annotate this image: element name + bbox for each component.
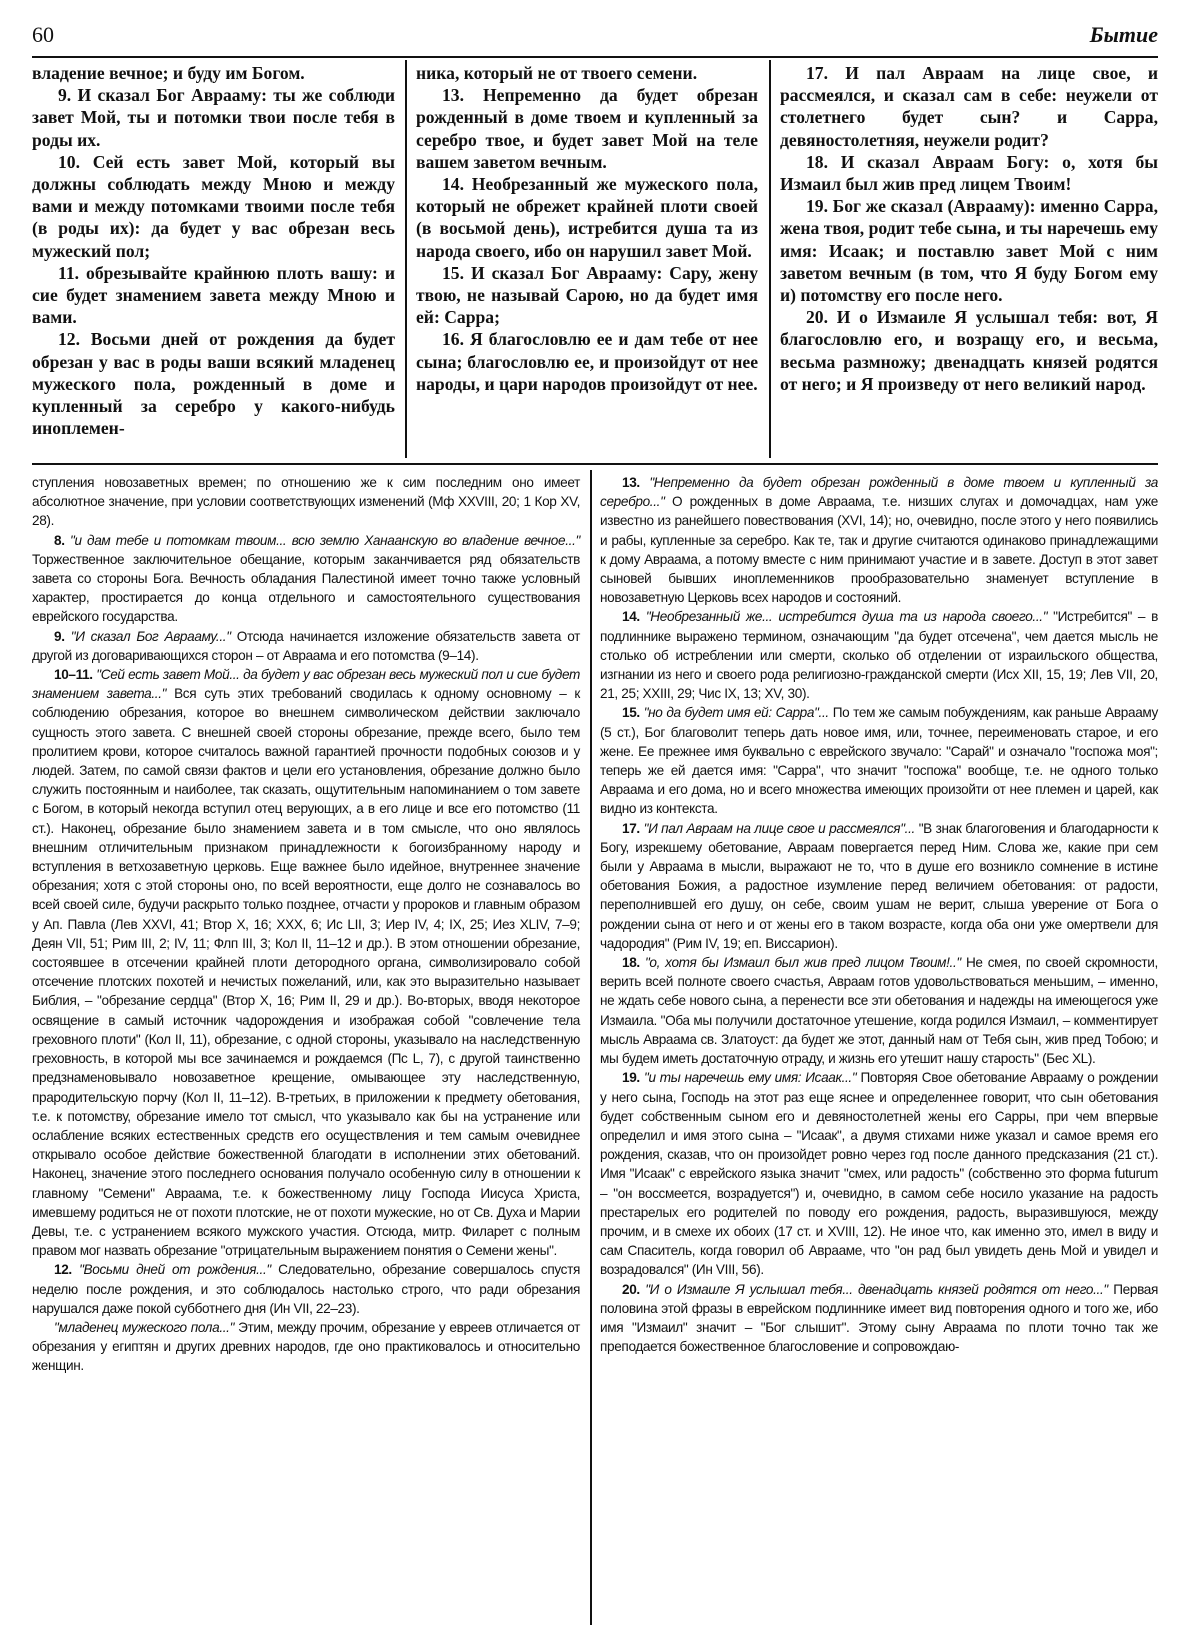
verse-8-end: владение вечное; и буду им Богом.: [32, 63, 305, 83]
commentary-column-right: [600, 473, 1158, 1356]
verse-ref: 8.: [54, 532, 65, 548]
commentary-text: По тем же самым побуждениям, как раньше Аврааму (5 ст.), Бог благоволит теперь дать новое имя, или, точнее, переименовать старое, и его жене. Ее прежнее имя буквально с еврейского звучало: "Сарай" и означало "госпожа моя"; теперь же ей дается имя: "Сарра", что значит "госпожа" вообще, т.е. не одного только Авраама и его дома, но и всего множества имеющих произойти от нее племен и царей, как видно из контекста.: [600, 705, 1158, 817]
commentary-paragraph: [32, 627, 580, 665]
verse-17: 17. И пал Авраам на лице свое, и рассмеялся, и сказал сам в себе: неужели от столетнего будет сын? и Сарра, девяностолетняя, неужели родит?: [780, 63, 1158, 150]
header-rule: [32, 56, 1158, 58]
commentary-text: О рожденных в доме Авраама, т.е. низших слугах и домочадцах, нам уже известно из ранейшего повествования (XVI, 14); но, очевидно, после этого у него появились и рабы, купленные за серебро. Как те, так и другие считаются одинаково принадлежащими к дому Авраама, а потому вместе с ним принимают участие и в завете. Доступ в этот завет сыновей бывших иноплеменников прообразовательно знаменует вступление в новозаветную Церковь всех народов и состояний.: [600, 494, 1158, 606]
verse-11: 11. обрезывайте крайнюю плоть вашу: и сие будет знамением завета между Мною и вами.: [32, 262, 395, 328]
verse-12: 12. Восьми дней от рождения да будет обрезан у вас в роды ваши всякий младенец мужеского пола, рожденный в доме и купленный за серебро у какого-нибудь иноплемен-: [32, 329, 395, 439]
verse-quote: "но да будет имя ей: Сарра"...: [643, 705, 829, 721]
verse-12-end: ника, который не от твоего семени.: [416, 63, 698, 83]
running-title: Бытие: [1089, 22, 1158, 47]
verse-ref: 13.: [622, 475, 640, 490]
column-divider: [769, 60, 771, 458]
page-header: [32, 18, 1158, 52]
verse-quote: "И о Измаиле Я услышал тебя... двенадцать князей родятся от него...": [645, 1281, 1108, 1297]
commentary-paragraph: [600, 819, 1158, 953]
bible-text-column-2: [416, 62, 758, 395]
verse-quote: "И пал Авраам на лице свое и рассмеялся"...: [643, 820, 915, 836]
bible-text-column-1: [32, 62, 395, 439]
commentary-text: Торжественное заключительное обещание, которым заканчивается ряд обязательств завета со стороны Бога. Вечность обладания Палестиной имеет точно также условный характер, простирается до конца отдельного и самостоятельного существования еврейского государства.: [32, 551, 580, 625]
commentary-text: Вся суть этих требований сводилась к одному основному – к соблюдению обрезания, которое во внешнем символическом действии заключало сущность этого завета. С внешней своей стороны обрезание, прежде всего, было тем пролитием крови, которое считалось важной гарантией прочности подобных союзов и у людей. Затем, по самой связи фактов и цели его установления, обрезание должно было служить постоянным и наиболее, так сказать, ощутительным напоминанием о том завете с Богом, в который некогда вступил отец верующих, а в его лице и все его потомство (11 ст.). Наконец, обрезание было знамением завета и в том смысле, что оно являлось внешним отличительным признаком принадлежности к богоизбранному народу и вступления в ветхозаветную церковь. Еще важнее было идейное, внутреннее значение обрезания; хотя с этой стороны оно, по всей вероятности, еще долго не сознавалось во всей своей силе, будучи раскрыто только позднее, отчасти у пророков и главным образом у Ап. Павла (Лев XXVI, 41; Втор X, 16; XXX, 6; Ис LII, 3; Иер IV, 4; IX, 25; Иез XLIV, 7–9; Деян VII, 51; Рим III, 2; IV, 11; Флп III, 3; Кол II, 11–12 и др.). В этом отношении обрезание, состоявшее в отсечении крайней плоти детородного органа, символизировало собой отсечение плотских похотей и нечистых пожеланий, или, как это выразительно называет Библия, – "обрезание сердца" (Втор X, 16; Рим II, 29 и др.). Во-вторых, вводя некоторое освящение в самый источник чадорождения и изображая собой "совлечение тела греховного плоти" (Кол II, 11), обрезание, с одной стороны, указывало на наследственную греховность, в которой мы все зачинаемся и рождаемся (Пс L, 7), с другой таинственно предзнаменовывало новозаветное крещение, омывающее эту наследственную, прародительскую порчу (Кол II, 11–12). В-третьих, в приложении к предмету обетования, т.е. к потомству, обрезание имело тот смысл, что указывало как бы на устранение или ослабление всяких естественных средств его осуществления и тем самым очевиднее открывало особое действие божественной благодати в исполнении этих обетований. Наконец, значение этого последнего основания получало особенную силу в отношении к главному "Семени" Авраама, т.е. к божественному лицу Господа Иисуса Христа, имевшему родиться не от похоти плотские, не от похоти мужеские, но от Св. Духа и Марии Девы, т.е. с устранением всякого мужского участия. Отсюда, митр. Филарет с полным правом мог назвать обрезание "отрицательным выражением понятия о Семени жены".: [32, 686, 581, 1259]
commentary-paragraph: [600, 607, 1158, 703]
verse-quote: "Сей есть завет Мой... да будет у вас обрезан весь мужеский пол и сие будет знамением завета...": [32, 667, 580, 702]
verse-quote: "младенец мужеского пола...": [54, 1319, 235, 1335]
commentary-rule: [32, 463, 1158, 465]
commentary-text: Не смея, по своей скромности, верить всей полноте своего счастья, Авраам готов удовольствоваться меньшим, – именно, не ждать себе нового сына, а перенести все эти обетования и надежды на имеющегося уже Измаила. "Оба мы получили достаточное утешение, когда родился Измаил, – комментирует мысль Авраама св. Златоуст: да будет же этот, данный нам от Тебя сын, жив пред Тобою; и мы будем иметь достаточную отраду, и жизнь его утешит нашу старость" (Бес XL).: [600, 955, 1158, 1067]
bible-text-column-3: [780, 62, 1158, 395]
verse-quote: "и ты наречешь ему имя: Исаак...": [643, 1070, 857, 1086]
commentary-paragraph: [32, 1318, 580, 1376]
commentary-paragraph: [600, 1068, 1158, 1279]
verse-9: 9. И сказал Бог Аврааму: ты же соблюди завет Мой, ты и потомки твои после тебя в роды их.: [32, 85, 395, 150]
verse-ref: 14.: [622, 609, 640, 625]
commentary-paragraph: [600, 703, 1158, 818]
column-divider: [405, 60, 407, 458]
verse-ref: 18.: [622, 955, 640, 971]
verse-quote: "Необрезанный же... истребится душа та из народа своего...": [645, 609, 1048, 625]
verse-15: 15. И сказал Бог Аврааму: Сару, жену твою, не называй Сарою, но да будет имя ей: Сарра;: [416, 262, 758, 328]
verse-ref: 19.: [622, 1070, 640, 1086]
verse-19: 19. Бог же сказал (Аврааму): именно Сарра, жена твоя, родит тебе сына, и ты наречешь ему имя: Исаак; и поставлю завет Мой с ним заветом вечным (в том, что Я буду Богом ему и) потомству его после него.: [780, 196, 1158, 306]
verse-14: 14. Необрезанный же мужеского пола, который не обрежет крайней плоти своей (в восьмой день), истребится душа та из народа своего, ибо он нарушил завет Мой.: [416, 174, 758, 261]
commentary-paragraph: [600, 1280, 1158, 1357]
verse-quote: "И сказал Бог Аврааму...": [70, 628, 231, 644]
commentary-text: Первая половина этой фразы в еврейском подлиннике имеет вид повторения одного и того же, ибо имя "Измаил" значит – "Бог слышит". Этому сыну Авраама по плоти точно так же преподается божественное благословение и сопровождаю-: [600, 1281, 1159, 1355]
commentary-text: Следовательно, обрезание совершалось спустя неделю после рождения, и это соблюдалось настолько строго, что ради обрезания нарушался даже покой субботнего дня (Ин VII, 22–23).: [32, 1262, 581, 1316]
column-divider: [590, 470, 592, 1625]
commentary-text: "Истребится" – в подлиннике выражено термином, означающим "да будет отсечена", чем дается мысль не столько об истреблении или смерти, сколько об отделении от израильского общества, изгнании из него и своего рода религиозно-гражданской смерти (Исх XII, 15, 19; Лев VII, 20, 21, 25; XXIII, 29; Чис IX, 13; XV, 30).: [600, 609, 1158, 702]
verse-13: 13. Непременно да будет обрезан рожденный в доме твоем и купленный за серебро твое, и будет завет Мой на теле вашем заветом вечным.: [416, 85, 758, 172]
commentary-text: Этим, между прочим, обрезание у евреев отличается от обрезания у египтян и других древних народов, где оно практиковалось и относительно женщин.: [32, 1319, 580, 1374]
commentary-text: Повторяя Свое обетование Аврааму о рождении у него сына, Господь на этот раз еще яснее и определеннее говорит, что сын обетования будет собственным сыном его и девяностолетней жены его Сарры, при чем впервые определил и имя этого сына – "Исаак", а двумя стихами ниже указал и самое время его рождения, сказав, что он произойдет ровно через год после данного предсказания (21 ст.). Имя "Исаак" с еврейского языка значит "смех, или радость" (собственно это форма futurum – "он восcмеется, возрадуется") и, очевидно, в самом себе носило указание на радость престарелых его родителей по поводу его рождения, радость, выразившуюся, между прочим, и в смехе их обоих (17 ст. и XVIII, 12). Не иное что, как именно это, имел в виду и сам Спаситель, когда говорил об Аврааме, что "он рад был увидеть день Мой и увидел и возрадовался" (Ин VIII, 56).: [600, 1070, 1158, 1278]
commentary-paragraph: [32, 1260, 580, 1318]
verse-10: 10. Сей есть завет Мой, который вы должны соблюдать между Мною и между вами и между потомками твоими после тебя (в роды их): да будет у вас обрезан весь мужеский пол;: [32, 151, 395, 261]
commentary-paragraph: ступления новозаветных времен; по отношению же к сим последним оно имеет абсолютное значение, при условии соответствующих изменений (Мф XXVIII, 20; 1 Кор XV, 28).: [32, 475, 580, 529]
verse-ref: 9.: [54, 628, 65, 644]
verse-quote: "Непременно да будет обрезан рожденный в доме твоем и купленный за серебро...": [600, 475, 1158, 510]
verse-quote: "Восьми дней от рождения...": [79, 1262, 271, 1278]
verse-ref: 10–11.: [54, 667, 93, 683]
verse-quote: "о, хотя бы Измаил был жив пред лицом Твоим!..": [644, 955, 961, 971]
commentary-paragraph: [32, 531, 580, 627]
commentary-text: "В знак благоговения и благодарности к Богу, изрекшему обетование, Авраам повергается перед Ним. Слова же, какие при сем были у Авраама в мысли, выражают не то, что в душе его возникло сомнение в истине обетования Божия, а радостное изумление перед величием обетования: от радости, переполнившей его душу, он себе, своим ушам не верит, слыша уверение от Бога о рождении сына от него и от жены его в таком возрасте, когда оба они уже омертвели для чадородия" (Рим IV, 19; еп. Виссарион).: [600, 820, 1158, 951]
commentary-column-left: [32, 473, 580, 1376]
verse-ref: 17.: [622, 820, 640, 836]
verse-ref: 12.: [54, 1262, 72, 1278]
verse-16: 16. Я благословлю ее и дам тебе от нее сына; благословлю ее, и произойдут от нее народы, и цари народов произойдут от нее.: [416, 329, 758, 394]
verse-18: 18. И сказал Авраам Богу: о, хотя бы Измаил был жив пред лицем Твоим!: [780, 151, 1158, 195]
commentary-paragraph: [32, 665, 580, 1260]
verse-ref: 20.: [622, 1281, 640, 1297]
commentary-paragraph: [600, 473, 1158, 607]
verse-ref: 15.: [622, 705, 640, 721]
verse-quote: "и дам тебе и потомкам твоим... всю землю Ханаанскую во владение вечное...": [70, 532, 580, 548]
commentary-text: Отсюда начинается изложение обязательств завета от другой из договаривающихся сторон – от Авраама и его потомства (9–14).: [32, 628, 580, 663]
verse-20: 20. И о Измаиле Я услышал тебя: вот, Я благословлю его, и возращу его, и весьма, весьма размножу; двенадцать князей родятся от него; и Я произведу от него великий народ.: [780, 307, 1158, 394]
commentary-paragraph: [600, 953, 1158, 1068]
page-number: 60: [32, 22, 54, 47]
